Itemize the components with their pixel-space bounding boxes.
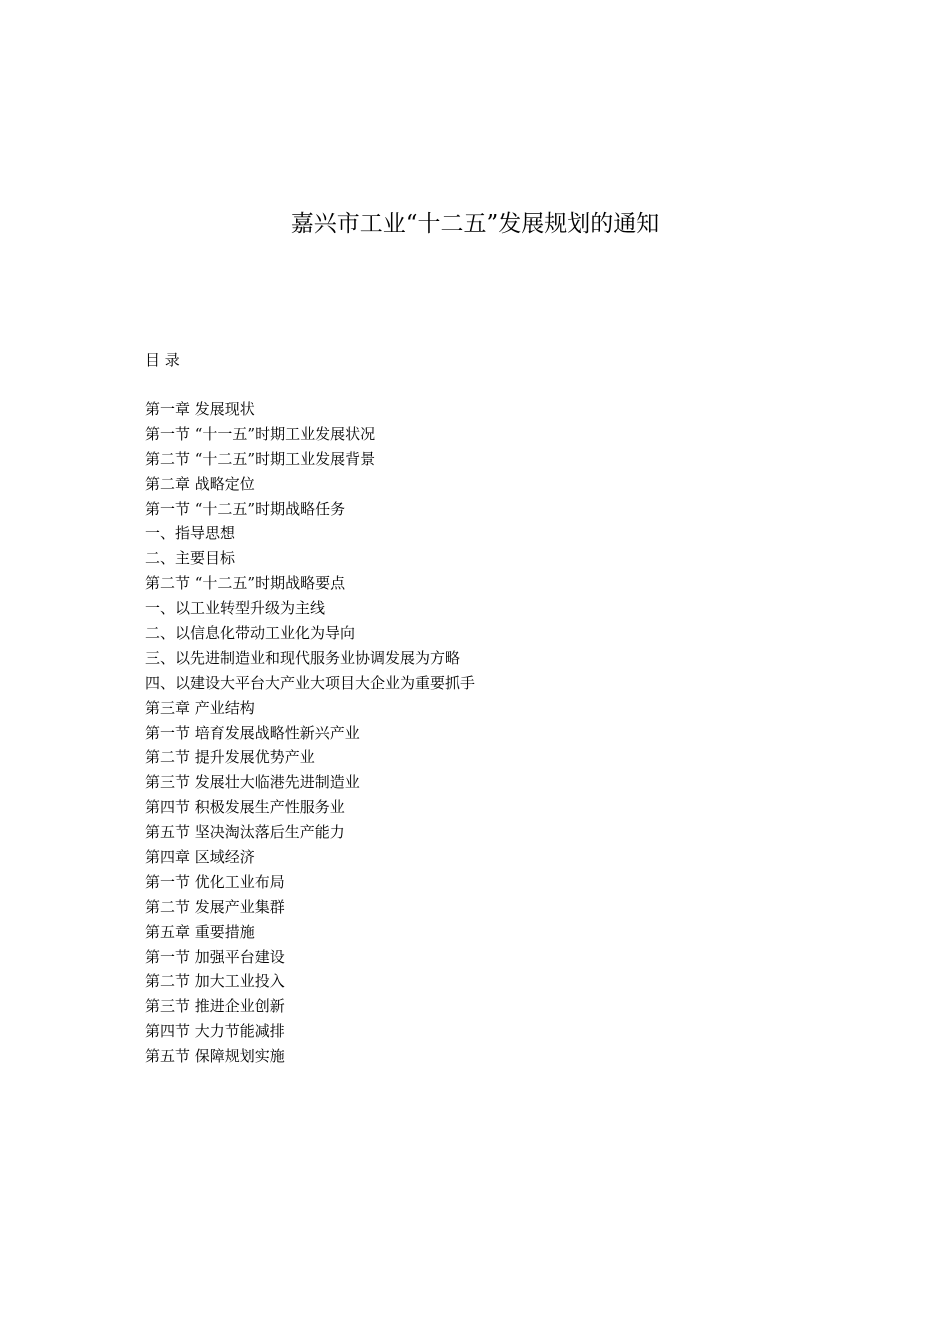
toc-item: 第一章 发展现状 [145,400,255,418]
toc-item: 第四章 区域经济 [145,848,255,867]
toc-item: 第四节 积极发展生产性服务业 [145,798,345,817]
toc-item: 第三节 发展壮大临港先进制造业 [145,773,360,792]
toc-item: 二、主要目标 [145,549,236,568]
toc-item: 第二节 “十二五”时期工业发展背景 [145,449,376,468]
toc-item: 第一节 优化工业布局 [145,872,285,891]
toc-item: 第二节 提升发展优势产业 [145,748,315,767]
toc-item: 第二节 加大工业投入 [145,972,285,991]
document-title: 嘉兴市工业“十二五”发展规划的通知 [290,211,660,237]
toc-item: 第四节 大力节能减排 [145,1022,285,1041]
toc-heading: 目 录 [145,351,180,369]
toc-item: 第一节 培育发展战略性新兴产业 [145,723,360,742]
toc-item: 第三节 推进企业创新 [145,997,285,1016]
toc-item: 第一节 加强平台建设 [145,947,285,966]
toc-item: 第二节 发展产业集群 [145,897,285,916]
table-of-contents [145,397,475,1069]
toc-item: 第三章 产业结构 [145,698,255,717]
toc-item: 第二节 “十二五”时期战略要点 [145,574,346,593]
toc-item: 第五节 保障规划实施 [145,1047,285,1066]
toc-item: 二、以信息化带动工业化为导向 [145,624,356,643]
toc-item: 四、以建设大平台大产业大项目大企业为重要抓手 [145,673,476,692]
toc-item: 一、指导思想 [145,524,236,543]
toc-item: 第一节 “十一五”时期工业发展状况 [145,424,376,443]
toc-item: 三、以先进制造业和现代服务业协调发展为方略 [145,648,461,667]
toc-item: 第一节 “十二五”时期战略任务 [145,499,346,518]
toc-item: 一、以工业转型升级为主线 [145,599,326,618]
toc-item: 第二章 战略定位 [145,474,255,493]
toc-item: 第五节 坚决淘汰落后生产能力 [145,823,345,842]
toc-item: 第五章 重要措施 [145,922,255,941]
